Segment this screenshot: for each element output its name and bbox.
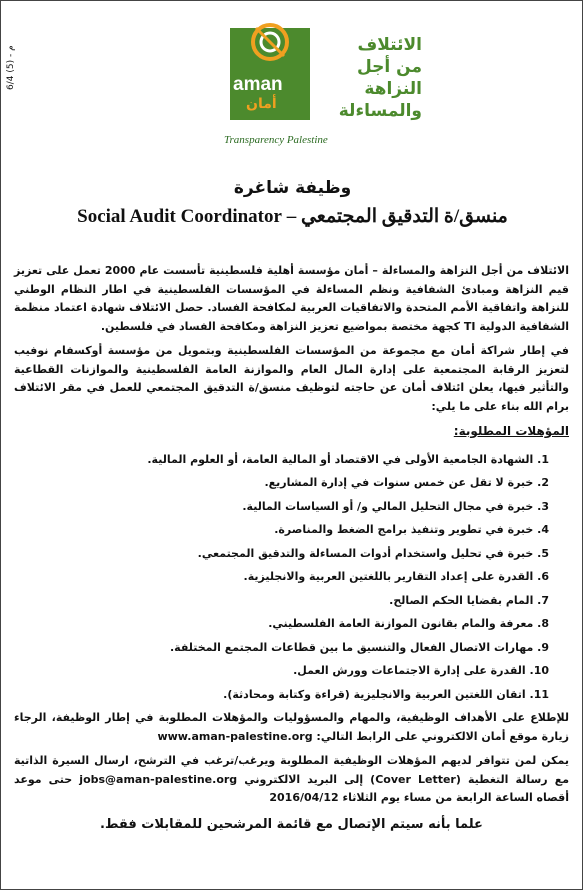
reference-number: م - (5) 6/4: [6, 45, 16, 90]
apply-paragraph: يمكن لمن تتوافر لديهم المؤهلات الوظيفية المطلوبة ويرغب/ترغب في الترشح، ارسال السيرة الذاتية مع رسالة التغطية (Cover Letter) إلى البريد الالكتروني jobs@aman-palestine.org حتى موعد أقصاه الساعة الرابعة من مساء يوم الثلاثاء 2016/04/12: [14, 754, 570, 804]
list-item: 4. خبرة في تطوير وتنفيذ برامج الضغط والمناصرة.: [274, 523, 549, 536]
intro-paragraph: الائتلاف من أجل النزاهة والمساءلة – أمان مؤسسة أهلية فلسطينية تأسست عام 2000 تعمل على تعزيز قيم النزاهة ومبادئ الشفافية ونظم المساءلة في المؤسسات الفلسطينية في اطار النظام الوطني للنزاهة واتفاقية الأمم المتحدة والاتفاقيات العربية لمكافحة الفساد. حصل الائتلاف شهادة اعتماد منظمة الشفافية الدولية TI كجهة مختصة بمواضيع تعزيز النزاهة ومكافحة الفساد في فلسطين.: [14, 264, 570, 333]
info-paragraph: للإطلاع على الأهداف الوظيفية، والمهام والمسؤوليات والمؤهلات المطلوبة في إطار الوظيفة، الرجاء زيارة موقع أمان الالكتروني على الرابط التالي: www.aman-palestine.org: [14, 711, 569, 743]
list-item: 6. القدرة على إعداد التقارير باللغتين العربية والانجليزية.: [243, 570, 549, 583]
logo-arabic-short: أمان: [246, 96, 277, 112]
qualifications-heading: المؤهلات المطلوبة:: [453, 424, 569, 438]
list-item: 7. المام بقضايا الحكم الصالح.: [389, 593, 549, 607]
list-item: 9. مهارات الاتصال الفعال والتنسيق ما بين قطاعات المجتمع المختلفة.: [169, 640, 549, 654]
logo-emblem-icon: [246, 20, 294, 62]
logo-name-line: والمساءلة: [338, 101, 422, 121]
list-item: 3. خبرة في مجال التحليل المالي و/ أو السياسات المالية.: [242, 499, 549, 513]
list-item: 8. معرفة والمام بقانون الموازنة العامة الفلسطيني.: [268, 617, 549, 630]
logo-arabic-name: [312, 34, 422, 122]
aman-logo: [200, 18, 422, 166]
list-item: 11. اتقان اللغتين العربية والانجليزية (قراءة وكتابة ومحادثة).: [223, 687, 549, 701]
page-title: وظيفة شاغرة: [233, 178, 352, 198]
announcement-body: [14, 262, 569, 834]
logo-name-line: النزاهة: [364, 79, 422, 99]
closing-note: علما بأنه سيتم الإتصال مع قائمة المرشحين للمقابلات فقط.: [100, 816, 483, 832]
partnership-paragraph: في إطار شراكة أمان مع مجموعة من المؤسسات الفلسطينية وبتمويل من مؤسسة أوكسفام نوفيب لتعزيز الرقابة المجتمعية على إدارة المال العام والموازنة العامة الفلسطينية والموازنات القطاعية والتأثير فيها، يعلن ائتلاف أمان عن حاجته لتوظيف منسق/ة التدقيق المجتمعي للعمل في مقر الائتلاف برام الله بناء على ما يلي:: [14, 344, 569, 413]
qualifications-list: [14, 451, 569, 704]
list-item: 1. الشهادة الجامعية الأولى في الاقتصاد أو المالية العامة، أو العلوم المالية.: [147, 452, 549, 466]
logo-latin-name: aman: [233, 74, 283, 95]
logo-tagline: Transparency Palestine: [224, 134, 328, 146]
list-item: 10. القدرة على إدارة الاجتماعات وورش العمل.: [293, 664, 549, 677]
logo-name-line: الائتلاف: [357, 35, 422, 55]
logo-name-line: من أجل: [357, 57, 422, 77]
job-title: منسق/ة التدقيق المجتمعي – Social Audit Coordinator: [77, 206, 508, 227]
list-item: 5. خبرة في تحليل واستخدام أدوات المساءلة والتدقيق المجتمعي.: [197, 546, 549, 560]
list-item: 2. خبرة لا تقل عن خمس سنوات في إدارة المشاريع.: [264, 476, 549, 489]
